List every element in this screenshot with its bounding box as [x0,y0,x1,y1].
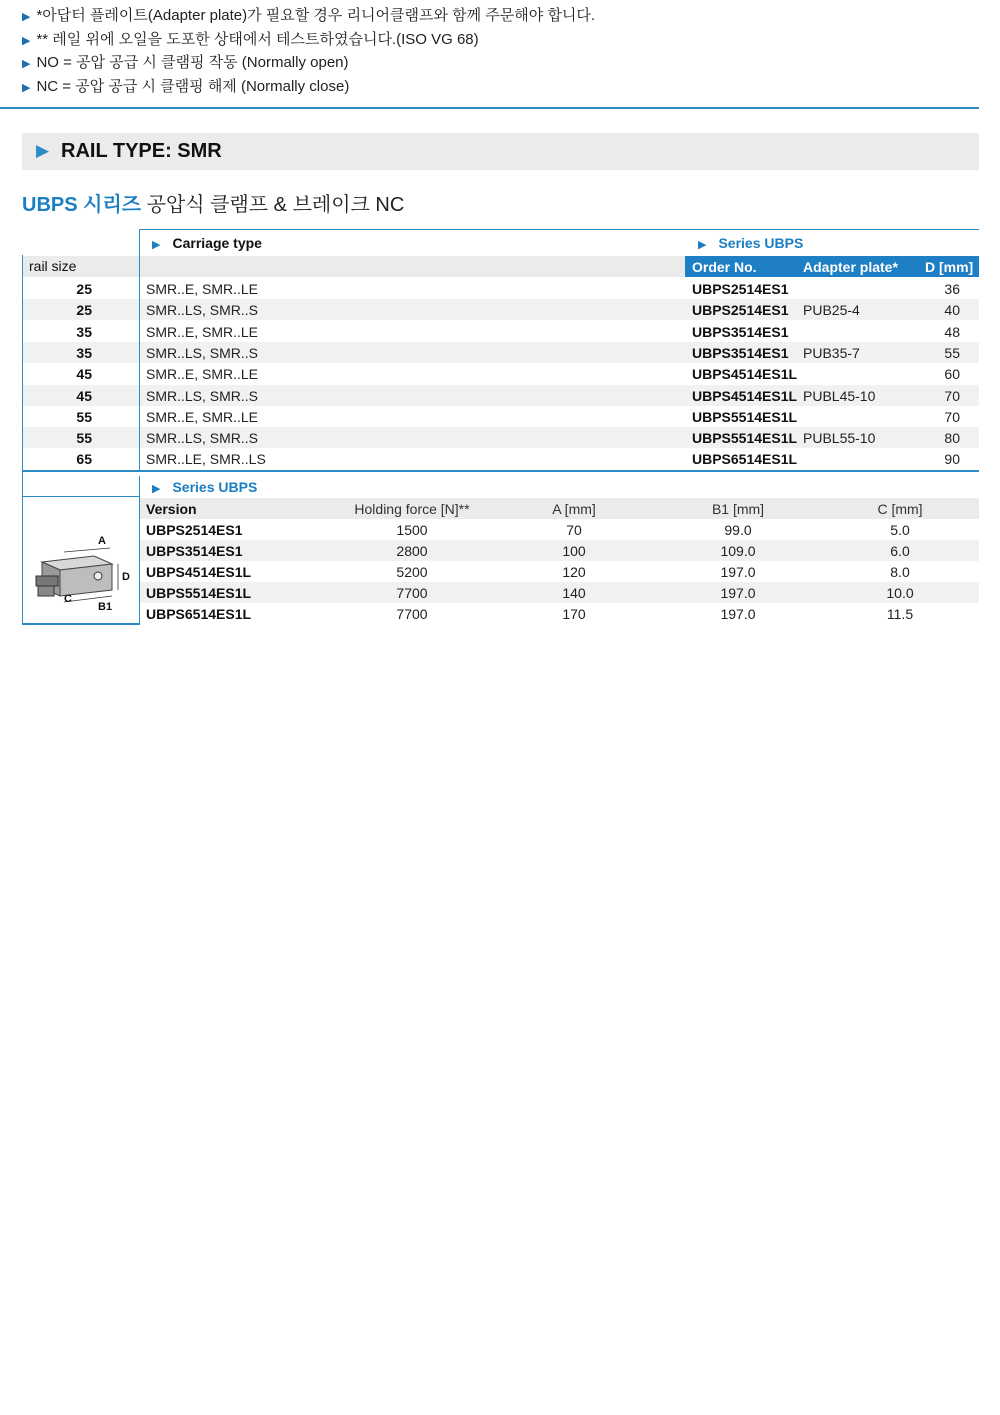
cell-force: 1500 [396,522,428,538]
cell-size: 55 [76,408,92,425]
cell-order: UBPS6514ES1L [692,451,798,468]
cell-size: 55 [76,430,92,447]
cell-d: 40 [944,302,960,319]
cell-d: 80 [944,430,960,447]
table-border [139,476,140,623]
bullet-arrow-icon: ▶ [22,11,31,23]
cell-carriage: SMR..LS, SMR..S [146,387,259,404]
cell-version: UBPS2514ES1 [146,522,243,538]
order-header-cell: Order No. Adapter plate* D [mm] [685,256,979,277]
dim-label-b1: B1 [98,601,113,612]
table-border [22,255,23,496]
cell-order: UBPS3514ES1 [692,323,789,340]
cell-d: 70 [944,408,960,425]
cell-order: UBPS4514ES1L [692,387,798,404]
carriage-table [22,229,979,476]
table-row [140,540,979,561]
arrow-icon: ▶ [152,239,161,251]
table-row [22,406,979,427]
cell-size: 45 [76,366,92,383]
cell-order: UBPS3514ES1 [692,344,789,361]
cell-adapter: PUBL55-10 [803,430,876,447]
cell-b1: 109.0 [720,543,756,559]
note-4: ▶ NC = 공압 공급 시 클램핑 해제 (Normally close) [22,77,350,95]
note-2: ▶ ** 레일 위에 오일을 도포한 상태에서 테스트하였습니다.(ISO VG 68) [22,30,479,48]
cell-force: 2800 [396,543,428,559]
note-3: ▶ NO = 공압 공급 시 클램핑 작동 (Normally open) [22,54,349,71]
cell-a: 170 [562,606,586,622]
table-row [140,561,979,582]
cell-c: 6.0 [890,543,910,559]
bullet-arrow-icon: ▶ [22,81,31,94]
cell-force: 7700 [396,606,428,622]
cell-size: 35 [76,323,92,340]
cell-carriage: SMR..LS, SMR..S [146,344,259,361]
series-header: ▶ Series UBPS [152,479,258,495]
table-row [22,299,979,320]
cell-carriage: SMR..E, SMR..LE [146,281,259,297]
cell-c: 10.0 [886,585,914,601]
table-row [22,363,979,384]
cell-b1: 197.0 [720,606,756,622]
rail-type-heading: RAIL TYPE: SMR [61,140,222,162]
table-border [22,496,23,623]
clamp-dimension-diagram [34,532,134,612]
arrow-icon: ▶ [698,239,707,251]
arrow-icon: ▶ [152,483,161,495]
table-row [22,385,979,406]
cell-order: UBPS5514ES1L [692,408,798,425]
cell-carriage: SMR..E, SMR..LE [146,323,259,340]
table-row [140,603,979,624]
cell-size: 35 [76,344,92,361]
cell-c: 11.5 [886,606,914,622]
cell-size: 25 [76,302,92,319]
cell-a: 70 [566,522,582,538]
cell-b1: 197.0 [720,564,756,580]
cell-d: 70 [944,387,960,404]
cell-adapter: PUB25-4 [803,302,860,319]
table-header: Version Holding force [N]** A [mm] B1 [mm] C [mm] [140,498,979,519]
table-border [139,229,979,230]
cell-carriage: SMR..LS, SMR..S [146,302,259,319]
table-row [22,448,979,469]
cell-d: 55 [944,344,960,361]
bullet-arrow-icon: ▶ [22,58,31,70]
cell-adapter: PUB35-7 [803,344,860,361]
cell-carriage: SMR..LS, SMR..S [146,430,259,447]
cell-d: 60 [944,366,960,383]
cell-d: 90 [944,451,960,468]
cell-a: 140 [562,585,586,601]
cell-c: 8.0 [890,564,910,580]
arrow-icon: ▶ [36,141,50,160]
rail-type-band [22,133,979,170]
table-border [139,229,140,470]
dim-label-c: C [64,593,72,605]
table-border [22,623,140,625]
divider [0,107,979,109]
table-row [140,519,979,540]
cell-order: UBPS2514ES1 [692,302,789,319]
cell-order: UBPS5514ES1L [692,430,798,447]
cell-version: UBPS3514ES1 [146,543,243,559]
cell-b1: 197.0 [720,585,756,601]
cell-order: UBPS4514ES1L [692,366,798,383]
bullet-arrow-icon: ▶ [22,34,31,47]
cell-version: UBPS6514ES1L [146,606,252,622]
cell-carriage: SMR..E, SMR..LE [146,366,259,383]
cell-a: 120 [562,564,586,580]
specs-table [22,476,979,626]
table-border [22,496,140,497]
page-title: UBPS 시리즈 공압식 클램프 & 브레이크 NC [22,194,405,216]
cell-a: 100 [562,543,586,559]
dim-label-a: A [98,535,106,547]
cell-version: UBPS4514ES1L [146,564,252,580]
cell-version: UBPS5514ES1L [146,585,252,601]
cell-adapter: PUBL45-10 [803,387,876,404]
table-border [22,470,979,472]
cell-size: 25 [76,281,92,297]
table-row [22,342,979,363]
cell-force: 5200 [396,564,428,580]
table-row [140,582,979,603]
table-header: rail size Order No. Adapter plate* D [mm] [22,256,979,277]
cell-carriage: SMR..E, SMR..LE [146,408,259,425]
cell-c: 5.0 [890,522,910,538]
cell-force: 7700 [396,585,428,601]
cell-d: 48 [944,323,960,340]
notes-list [22,5,595,99]
note-1: ▶ *아답터 플레이트(Adapter plate)가 필요할 경우 리니어클램프와 함께 주문해야 합니다. [22,7,596,24]
table-group-header: ▶ Carriage type ▶ Series UBPS [152,235,804,251]
cell-size: 45 [76,387,92,404]
cell-carriage: SMR..LE, SMR..LS [146,451,266,468]
table-row [22,321,979,342]
table-row [22,278,979,299]
cell-b1: 99.0 [724,522,752,538]
cell-size: 65 [76,451,92,468]
table-row [22,427,979,448]
cell-d: 36 [944,281,960,297]
dim-label-d: D [122,571,130,583]
cell-order: UBPS2514ES1 [692,281,789,297]
